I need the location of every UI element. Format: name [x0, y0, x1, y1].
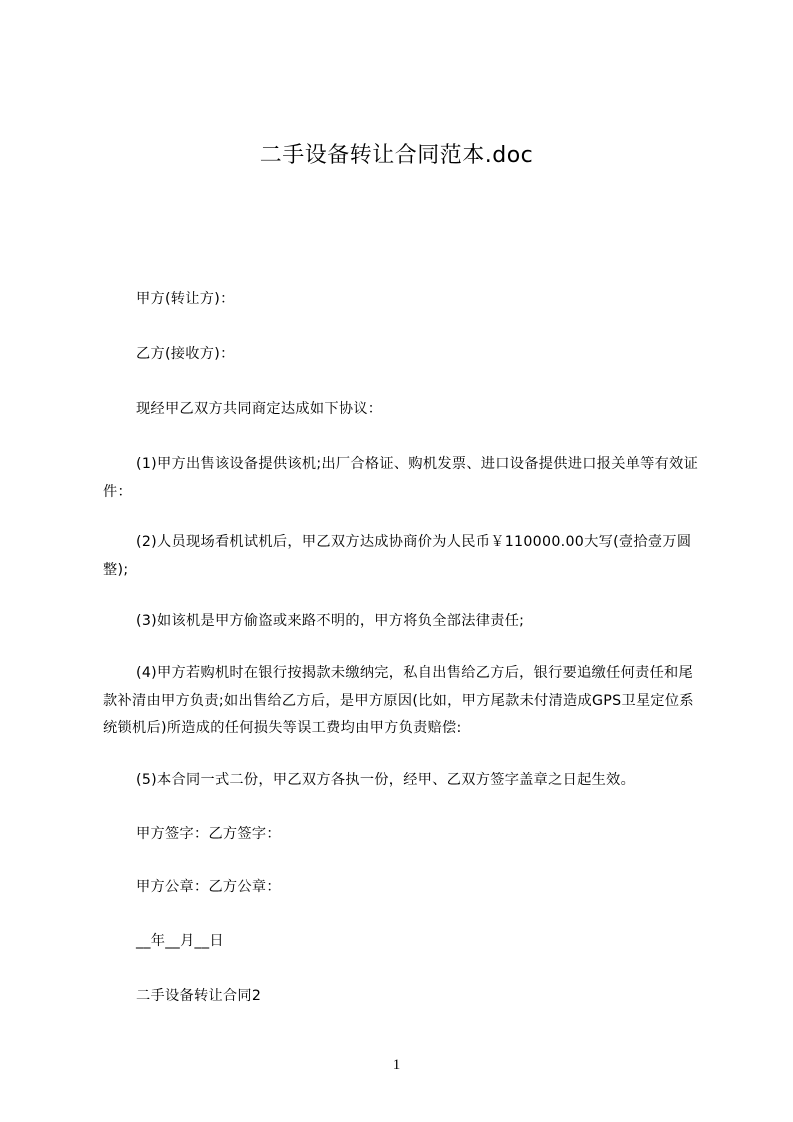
- paragraph-party-a: [103, 286, 703, 314]
- paragraph-section-heading: [103, 983, 703, 1011]
- paragraph-text: __年__月__日: [136, 933, 224, 949]
- paragraph-text: (2)人员现场看机试机后，甲乙双方达成协商价为人民币￥110000.00大写(壹拾壹万圆整);: [103, 534, 692, 578]
- paragraph-text: 甲方公章：乙方公章：: [136, 879, 281, 895]
- paragraph-seals: [103, 874, 703, 902]
- paragraph-clause-1: [103, 451, 703, 506]
- paragraph-clause-5: [103, 767, 703, 795]
- paragraph-agreement-intro: [103, 396, 703, 424]
- paragraph-text: (4)甲方若购机时在银行按揭款未缴纳完，私自出售给乙方后，银行要追缴任何责任和尾款补清由甲方负责;如出售给乙方后，是甲方原因(比如，甲方尾款未付清造成GPS卫星定位系统锁机后)所造成的任何损失等误工费均由甲方负责赔偿:: [103, 665, 694, 736]
- paragraph-party-b: [103, 341, 703, 369]
- paragraph-text: (1)甲方出售该设备提供该机;出厂合格证、购机发票、进口设备提供进口报关单等有效证件：: [103, 456, 699, 500]
- paragraph-text: 甲方(转让方)：: [136, 291, 235, 307]
- paragraph-text: 乙方(接收方)：: [136, 346, 235, 362]
- paragraph-signatures: [103, 821, 703, 849]
- paragraph-clause-2: [103, 529, 703, 584]
- paragraph-text: 二手设备转让合同2: [136, 988, 262, 1004]
- paragraph-text: 现经甲乙双方共同商定达成如下协议：: [136, 401, 383, 417]
- paragraph-text: 甲方签字：乙方签字：: [136, 826, 281, 842]
- paragraph-text: (5)本合同一式二份，甲乙双方各执一份，经甲、乙双方签字盖章之日起生效。: [136, 772, 636, 788]
- page-number: 1: [392, 1057, 401, 1073]
- paragraph-date: [103, 928, 703, 956]
- paragraph-clause-4: [103, 660, 703, 743]
- paragraph-clause-3: [103, 608, 703, 636]
- document-title: 二手设备转让合同范本.doc: [259, 143, 534, 168]
- paragraph-text: (3)如该机是甲方偷盗或来路不明的，甲方将负全部法律责任;: [136, 613, 525, 629]
